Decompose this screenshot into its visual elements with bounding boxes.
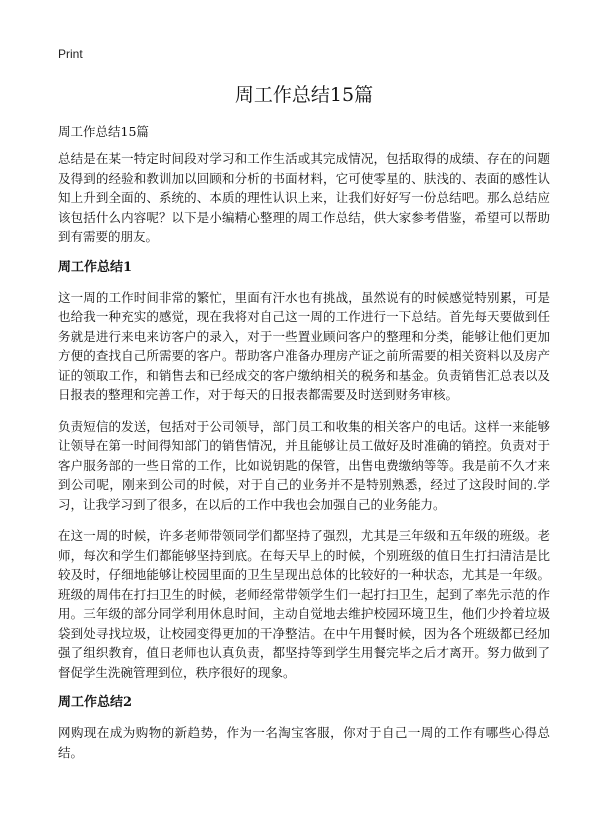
- article-subtitle: 周工作总结15篇: [58, 124, 149, 139]
- intro-paragraph: 总结是在某一特定时间段对学习和工作生活或其完成情况，包括取得的成绩、存在的问题及得到的经验和教训加以回顾和分析的书面材料，它可使零星的、肤浅的、表面的感性认知上升到全面的、系统的、本质的理性认识上来，让我们好好写一份总结吧。那么总结应该包括什么内容呢？以下是小编精心整理的周工作总结，供大家参考借鉴，希望可以帮助到有需要的朋友。: [58, 151, 550, 244]
- section-1-paragraph-1: 这一周的工作时间非常的繁忙，里面有汗水也有挑战，虽然说有的时候感觉特别累，可是也给我一种充实的感觉，现在我将对自己这一周的工作进行一下总结。首先每天要做到任务就是进行来电来访客户的录入，对于一些置业顾问客户的整理和分类，能够让他们更加方便的查找自己所需要的客户。帮助客户准备办理房产证之前所需要的相关资料以及房产证的领取工作，和销售去和已经成交的客户缴纳相关的税务和基金。负责销售汇总表以及日报表的整理和完善工作，对于每天的日报表都需要及时送到财务审核。: [58, 289, 550, 402]
- section-heading-1: 周工作总结1: [58, 259, 133, 275]
- section-1-paragraph-2: 负责短信的发送，包括对于公司领导，部门员工和收集的相关客户的电话。这样一来能够让领导在第一时间得知部门的销售情况，并且能够让员工做好及时准确的销控。负责对于客户服务部的一些日常的工作，比如说钥匙的保管，出售电费缴纳等等。我是前不久才来到公司呢，刚来到公司的时候，对于自己的业务并不是特别熟悉，经过了这段时间的.学习，让我学习到了很多，在以后的工作中我也会加强自己的业务能力。: [58, 418, 550, 512]
- article-body: [58, 149, 550, 774]
- print-link[interactable]: Print: [58, 47, 83, 61]
- section-1-paragraph-3: 在这一周的时候，许多老师带领同学们都坚持了强烈，尤其是三年级和五年级的班级。老师，每次和学生们都能够坚持到底。在每天早上的时候，个别班级的值日生打扫清洁是比较及时，仔细地能够让校园里面的卫生呈现出总体的比较好的一种状态，尤其是一年级。班级的周伟在打扫卫生的时候，老师经常带领学生们一起打扫卫生，起到了率先示范的作用。三年级的部分同学利用休息时间，主动自觉地去维护校园环境卫生，他们少拎着垃圾袋到处寻找垃圾，让校园变得更加的干净整洁。在中午用餐时候，因为各个班级都已经加强了组织教育，值日老师也认真负责，都坚持等到学生用餐完毕之后才离开。努力做到了督促学生洗碗管理到位，秩序很好的现象。: [58, 528, 550, 680]
- section-2-paragraph-1: 网购现在成为购物的新趋势，作为一名淘宝客服，你对于自己一周的工作有哪些心得总结。: [58, 725, 550, 760]
- page-title: 周工作总结15篇: [234, 84, 374, 106]
- section-heading-2: 周工作总结2: [58, 695, 133, 710]
